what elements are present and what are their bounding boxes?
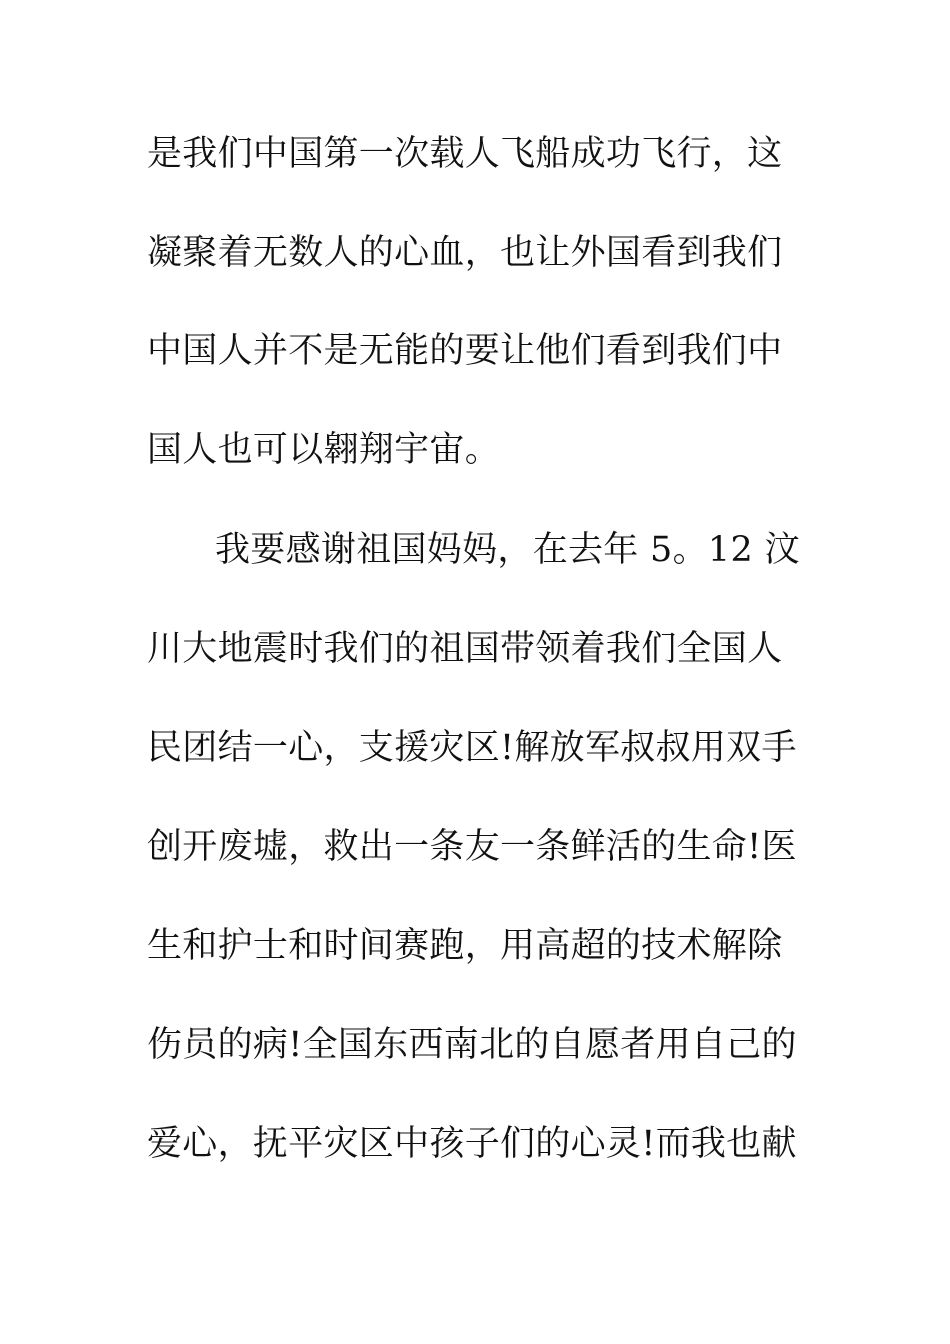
text-line: 凝聚着无数人的心血，也让外国看到我们 — [147, 233, 783, 273]
text-line: 生和护士和时间赛跑，用高超的技术解除 — [147, 926, 783, 966]
text-line: 创开废墟，救出一条友一条鲜活的生命!医 — [147, 827, 797, 867]
text-line: 国人也可以翱翔宇宙。 — [147, 430, 501, 470]
paragraph-start-line: 我要感谢祖国妈妈，在去年 5。12 汶 — [215, 530, 800, 570]
text-line: 川大地震时我们的祖国带领着我们全国人 — [147, 629, 783, 669]
text-line: 爱心，抚平灾区中孩子们的心灵!而我也献 — [147, 1124, 797, 1164]
text-line: 民团结一心，支援灾区!解放军叔叔用双手 — [147, 728, 797, 768]
text-line: 伤员的病!全国东西南北的自愿者用自己的 — [147, 1025, 797, 1065]
text-line: 是我们中国第一次载人飞船成功飞行，这 — [147, 134, 783, 174]
text-line: 中国人并不是无能的要让他们看到我们中 — [147, 331, 783, 371]
